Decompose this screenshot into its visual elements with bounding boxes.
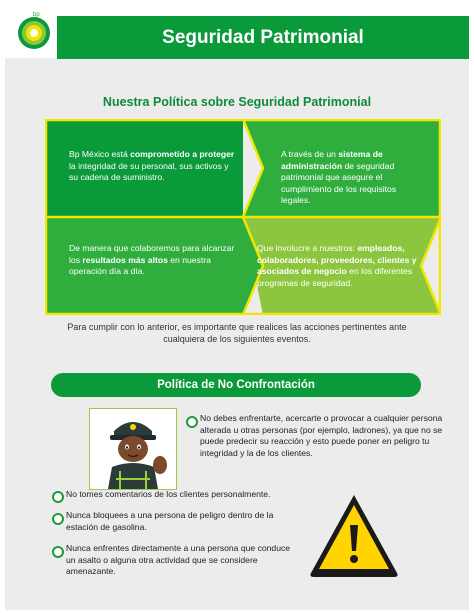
guard-illustration-icon [90,409,176,489]
bp-helios-logo-icon [17,16,51,50]
bullet-2: No tomes comentarios de los clientes personalmente. [66,489,271,499]
guard-illustration [89,408,177,490]
logo-text: bp [33,12,40,18]
policy-cell-run: comprometido a proteger [130,149,235,159]
bullet-dot-4 [52,546,64,558]
bullet-1: No debes enfrentarte, acercarte o provocar a cualquier persona alterada u otras personas (por ejemplo, ladrones), ya que no se puede predecir su reacción y esto puede poner en peligro tu integridad y la de los clientes. [200,413,443,458]
page-title: Seguridad Patrimonial [57,16,469,59]
policy-cell-run: la integridad de su personal, sus activos y su cadena de suministro. [69,160,229,182]
policy-cell-4 [257,243,427,289]
bullet-dot-1 [186,416,198,428]
policy-cell-run: sistema de administración [281,149,383,171]
warning-triangle-icon [307,491,401,579]
header [5,3,469,58]
policy-cell-run: Bp México está [69,149,131,159]
policy-cell-run: de seguridad patrimonial que asegure el cumplimiento de los requisitos legales. [281,160,397,205]
policy-cell-2 [281,149,421,207]
policy-heading: Nuestra Política sobre Seguridad Patrimonial [102,95,372,109]
bullet-dot-3 [52,513,64,525]
policy-cell-run: en los diferentes programas de seguridad. [257,266,413,288]
policy-cell-run: en nuestra operación día a día. [69,254,211,276]
policy-cell-run: Que involucre a nuestros: [257,243,358,253]
policy-cell-1 [69,149,235,184]
policy-grid [45,119,441,315]
policy-cell-run: empleados, colaboradores, proveedores, clientes y asociados de negocio [257,243,417,276]
bullet-3: Nunca bloquees a una persona de peligro dentro de la estación de gasolina. [66,510,274,532]
bullet-4: Nunca enfrentes directamente a una persona que conduce un asalto o alguna otra actividad que se considere amenazante. [66,543,291,576]
policy-cell-run: De manera que colaboremos para alcanzar los [69,243,235,265]
no-confrontation-title: Política de No Confrontación [51,373,421,397]
page [5,3,469,610]
policy-cell-run: resultados más altos [82,254,168,265]
policy-cell-3 [69,243,239,278]
intro-text: Para cumplir con lo anterior, es importante que realices las acciones pertinentes ante cualquiera de los siguientes eventos. [67,322,407,344]
bullet-dot-2 [52,491,64,503]
policy-cell-run: A través de un [281,149,339,159]
